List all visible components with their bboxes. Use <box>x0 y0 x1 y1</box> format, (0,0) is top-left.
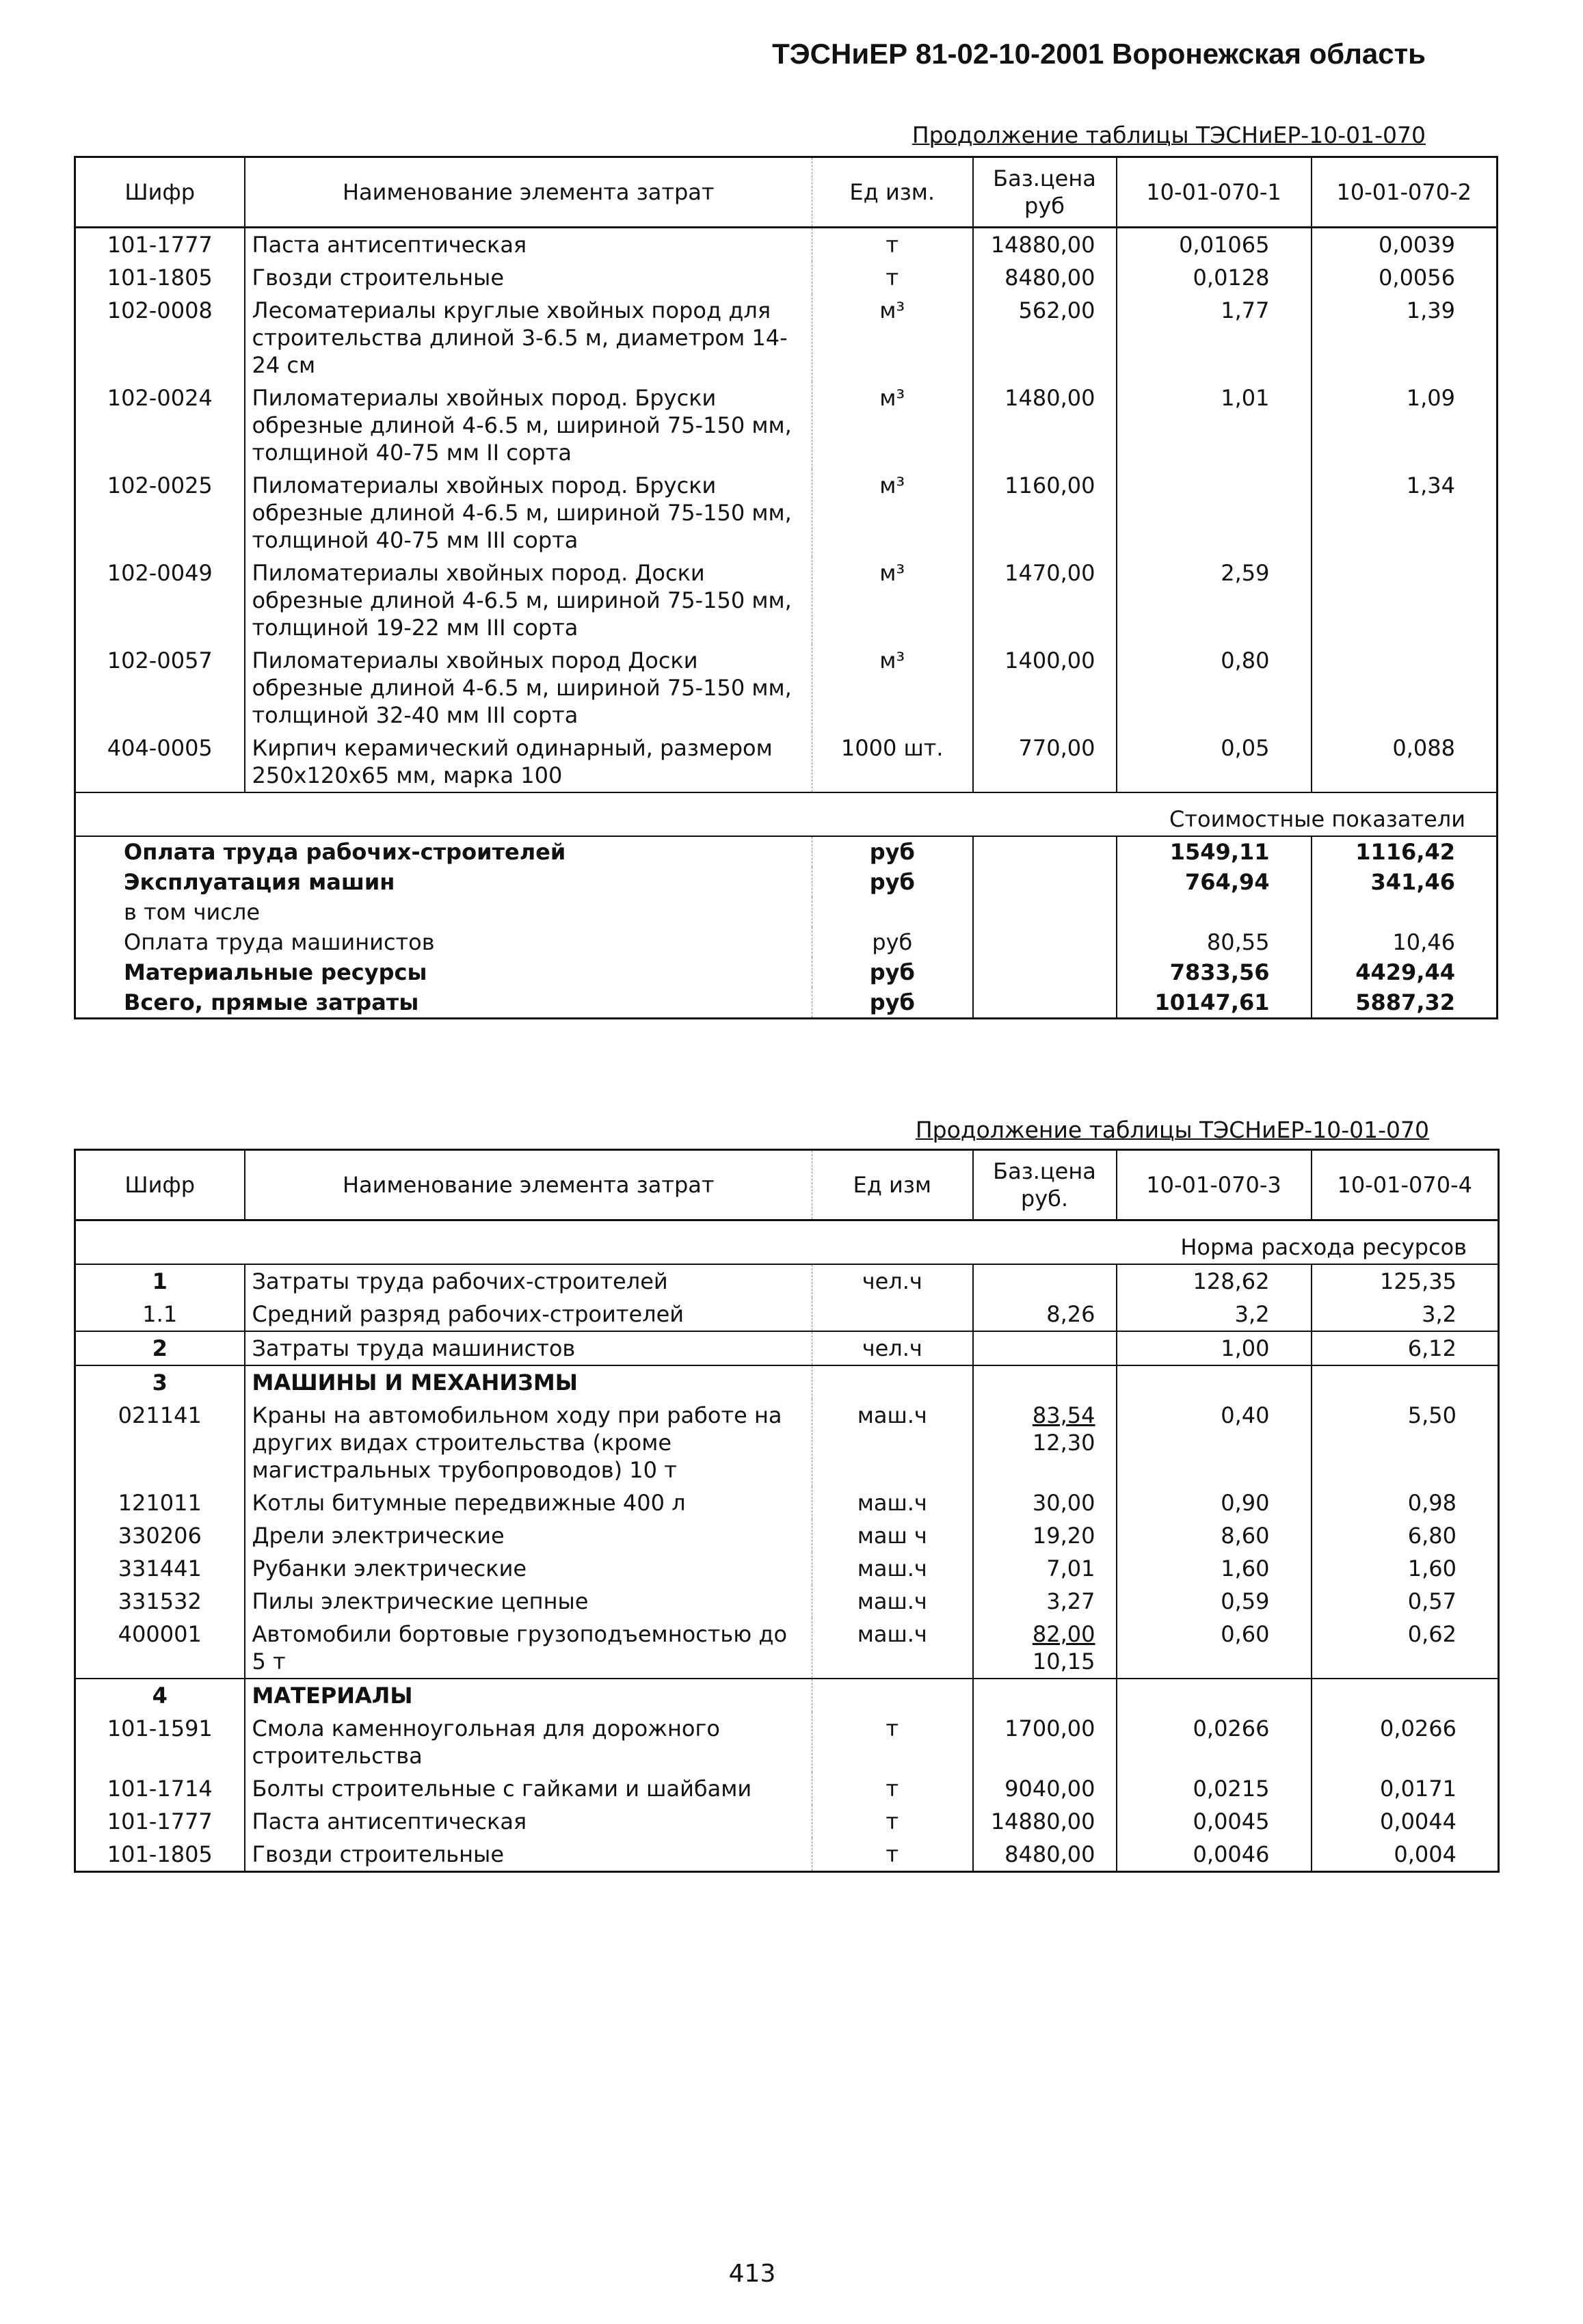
table-row <box>75 1772 1499 1805</box>
cell-value-2: 6,12 <box>1312 1331 1499 1365</box>
cell-value-2: 0,0039 <box>1312 228 1498 262</box>
cost-unit: руб <box>812 927 973 957</box>
cell-value-2 <box>1312 1679 1499 1712</box>
header-col2: 10-01-070-4 <box>1312 1150 1499 1220</box>
cell-price: 8480,00 <box>973 261 1117 294</box>
cell-code: 101-1805 <box>107 1841 213 1867</box>
cell-price: 8480,00 <box>973 1838 1117 1872</box>
cell-name: МАШИНЫ И МЕХАНИЗМЫ <box>245 1365 812 1399</box>
cost-unit <box>812 897 973 927</box>
cell-price: 8,26 <box>973 1298 1117 1331</box>
cell-unit: м³ <box>812 382 973 469</box>
header-unit: Ед изм <box>812 1150 973 1220</box>
cost-name: Оплата труда рабочих-строителей <box>124 839 566 865</box>
cell-code: 102-0057 <box>107 647 213 673</box>
cell-code: 4 <box>75 1679 245 1712</box>
cell-unit: чел.ч <box>812 1264 973 1298</box>
cost-unit: руб <box>812 987 973 1019</box>
cell-value-1 <box>1117 1679 1312 1712</box>
cell-code: 101-1777 <box>107 1808 213 1834</box>
table2-header-row <box>75 1150 1499 1220</box>
table-row <box>75 1618 1499 1679</box>
table2-continuation-text: Продолжение таблицы ТЭСНиЕР-10-01-070 <box>915 1117 1429 1143</box>
table-row <box>75 1838 1499 1872</box>
cell-name: МАТЕРИАЛЫ <box>245 1679 812 1712</box>
cell-value-2: 0,0266 <box>1312 1712 1499 1772</box>
cell-value-1: 0,90 <box>1117 1486 1312 1519</box>
cell-price: 9040,00 <box>973 1772 1117 1805</box>
table-row <box>75 1712 1499 1772</box>
cell-price <box>973 1679 1117 1712</box>
cell-unit: т <box>812 261 973 294</box>
cell-price: 1470,00 <box>973 557 1117 644</box>
cell-value-1: 0,01065 <box>1117 228 1312 262</box>
cost-section-title-row <box>75 792 1498 836</box>
cell-unit: маш.ч <box>812 1399 973 1486</box>
cell-price: 1160,00 <box>973 469 1117 557</box>
cell-price: 7,01 <box>973 1552 1117 1585</box>
cell-value-2: 0,57 <box>1312 1585 1499 1618</box>
cell-code: 021141 <box>118 1402 202 1428</box>
cell-value-1: 0,59 <box>1117 1585 1312 1618</box>
cost-name: Всего, прямые затраты <box>124 989 419 1015</box>
table-row <box>75 1264 1499 1298</box>
cell-unit: т <box>812 228 973 262</box>
table-row <box>75 228 1498 262</box>
cell-value-1: 0,80 <box>1117 644 1312 732</box>
norm-section-title-row <box>75 1220 1499 1265</box>
cell-value-1: 1,77 <box>1117 294 1312 382</box>
cell-unit <box>812 1298 973 1331</box>
cell-value-2: 5,50 <box>1312 1399 1499 1486</box>
cell-code: 102-0024 <box>107 385 213 411</box>
cell-value-2: 0,98 <box>1312 1486 1499 1519</box>
cell-value-2: 0,004 <box>1312 1838 1499 1872</box>
price-denominator: 12,30 <box>1032 1430 1095 1456</box>
cell-name: Пиломатериалы хвойных пород. Бруски обрезные длиной 4-6.5 м, шириной 75-150 мм, толщиной 40-75 мм III сорта <box>245 469 812 557</box>
cell-unit: м³ <box>812 557 973 644</box>
price-denominator: 10,15 <box>1032 1648 1095 1674</box>
cost-value-1 <box>1117 897 1312 927</box>
header-price: Баз.цена руб <box>973 157 1117 228</box>
cell-value-2: 0,62 <box>1312 1618 1499 1679</box>
table-row <box>75 1298 1499 1331</box>
cell-unit <box>812 1679 973 1712</box>
cell-value-1: 0,0128 <box>1117 261 1312 294</box>
table-row <box>75 1486 1499 1519</box>
table-row <box>75 1331 1499 1365</box>
cell-name: Паста антисептическая <box>245 228 812 262</box>
norm-section-title: Норма расхода ресурсов <box>75 1220 1499 1265</box>
cell-price <box>973 1618 1117 1679</box>
cost-row <box>75 867 1498 897</box>
price-numerator: 82,00 <box>1032 1621 1095 1647</box>
cell-value-1: 0,05 <box>1117 732 1312 792</box>
header-price: Баз.цена руб. <box>973 1150 1117 1220</box>
table1-continuation-text: Продолжение таблицы ТЭСНиЕР-10-01-070 <box>912 122 1426 148</box>
cell-value-2: 0,088 <box>1312 732 1498 792</box>
cell-unit: т <box>812 1712 973 1772</box>
cost-price-empty <box>973 987 1117 1019</box>
cell-unit: т <box>812 1838 973 1872</box>
cell-name: Пилы электрические цепные <box>245 1585 812 1618</box>
cell-price: 19,20 <box>973 1519 1117 1552</box>
cell-unit: чел.ч <box>812 1331 973 1365</box>
cost-row <box>75 927 1498 957</box>
cell-value-1: 0,60 <box>1117 1618 1312 1679</box>
cell-price <box>973 1331 1117 1365</box>
table-row <box>75 732 1498 792</box>
cost-price-empty <box>973 927 1117 957</box>
header-name: Наименование элемента затрат <box>245 157 812 228</box>
cell-code: 331532 <box>118 1588 202 1614</box>
cost-price-empty <box>973 957 1117 987</box>
cell-value-1: 1,00 <box>1117 1331 1312 1365</box>
cell-name: Автомобили бортовые грузоподъемностью до 5 т <box>245 1618 812 1679</box>
cell-value-1: 0,0215 <box>1117 1772 1312 1805</box>
table-row <box>75 382 1498 469</box>
table-row <box>75 1365 1499 1399</box>
cell-value-1: 2,59 <box>1117 557 1312 644</box>
cell-value-2: 0,0171 <box>1312 1772 1499 1805</box>
cost-value-2 <box>1312 897 1498 927</box>
cell-name: Средний разряд рабочих-строителей <box>245 1298 812 1331</box>
table-row <box>75 1679 1499 1712</box>
page-header-title: ТЭСНиЕР 81-02-10-2001 Воронежская область <box>772 38 1426 70</box>
cell-name: Гвозди строительные <box>245 261 812 294</box>
cell-value-2: 6,80 <box>1312 1519 1499 1552</box>
cell-code: 102-0025 <box>107 472 213 498</box>
cell-code: 1.1 <box>142 1301 178 1327</box>
table-row <box>75 294 1498 382</box>
cell-code: 400001 <box>118 1621 202 1647</box>
header-col2: 10-01-070-2 <box>1312 157 1498 228</box>
cost-row <box>75 987 1498 1019</box>
cost-value-2: 1116,42 <box>1312 836 1498 867</box>
header-code: Шифр <box>75 1150 245 1220</box>
cell-code: 404-0005 <box>107 735 213 761</box>
cell-value-2 <box>1312 557 1498 644</box>
cell-unit: маш.ч <box>812 1585 973 1618</box>
header-col1: 10-01-070-1 <box>1117 157 1312 228</box>
cell-code: 330206 <box>118 1523 202 1549</box>
table1-header-row <box>75 157 1498 228</box>
cost-value-1: 764,94 <box>1117 867 1312 897</box>
cell-value-1: 0,0266 <box>1117 1712 1312 1772</box>
table-row <box>75 261 1498 294</box>
cell-value-2: 1,60 <box>1312 1552 1499 1585</box>
cost-name: Материальные ресурсы <box>124 959 427 985</box>
cell-name: Пиломатериалы хвойных пород Доски обрезные длиной 4-6.5 м, шириной 75-150 мм, толщиной 32-40 мм III сорта <box>245 644 812 732</box>
cell-code: 121011 <box>118 1490 202 1516</box>
cost-value-2: 341,46 <box>1312 867 1498 897</box>
cell-price: 14880,00 <box>973 228 1117 262</box>
cell-price: 1400,00 <box>973 644 1117 732</box>
cell-value-2: 1,34 <box>1312 469 1498 557</box>
cell-unit: м³ <box>812 469 973 557</box>
cost-row <box>75 836 1498 867</box>
cell-value-1: 128,62 <box>1117 1264 1312 1298</box>
cell-price: 770,00 <box>973 732 1117 792</box>
table-row <box>75 1399 1499 1486</box>
table-row <box>75 1552 1499 1585</box>
cell-price: 1700,00 <box>973 1712 1117 1772</box>
cell-value-1: 1,01 <box>1117 382 1312 469</box>
cell-name: Затраты труда рабочих-строителей <box>245 1264 812 1298</box>
cell-price <box>973 1399 1117 1486</box>
cell-name: Краны на автомобильном ходу при работе на других видах строительства (кроме магистральных трубопроводов) 10 т <box>245 1399 812 1486</box>
cost-unit: руб <box>812 957 973 987</box>
cell-value-2 <box>1312 644 1498 732</box>
cell-price <box>973 1365 1117 1399</box>
cell-price <box>973 1264 1117 1298</box>
table-row <box>75 469 1498 557</box>
cost-section-title: Стоимостные показатели <box>75 792 1498 836</box>
cell-name: Дрели электрические <box>245 1519 812 1552</box>
cell-price: 1480,00 <box>973 382 1117 469</box>
cost-value-1: 10147,61 <box>1117 987 1312 1019</box>
cost-unit: руб <box>812 836 973 867</box>
cell-unit <box>812 1365 973 1399</box>
cell-name: Лесоматериалы круглые хвойных пород для строительства длиной 3-6.5 м, диаметром 14-24 см <box>245 294 812 382</box>
cell-price: 3,27 <box>973 1585 1117 1618</box>
table-row <box>75 644 1498 732</box>
table-row <box>75 1519 1499 1552</box>
cost-name: Эксплуатация машин <box>124 869 395 895</box>
table2-continuation-caption <box>0 1117 1429 1143</box>
cell-unit: маш.ч <box>812 1486 973 1519</box>
cell-price: 562,00 <box>973 294 1117 382</box>
cell-name: Затраты труда машинистов <box>245 1331 812 1365</box>
cell-name: Гвозди строительные <box>245 1838 812 1872</box>
cell-value-1: 1,60 <box>1117 1552 1312 1585</box>
page-number: 413 <box>728 2260 776 2288</box>
cost-price-empty <box>973 836 1117 867</box>
table-row <box>75 1585 1499 1618</box>
table-row <box>75 557 1498 644</box>
cell-value-1: 0,0046 <box>1117 1838 1312 1872</box>
cell-value-2: 1,39 <box>1312 294 1498 382</box>
resource-table-2 <box>74 1149 1500 1873</box>
cost-name: Оплата труда машинистов <box>124 929 435 955</box>
cell-code: 1 <box>152 1268 168 1294</box>
cell-name: Пиломатериалы хвойных пород. Бруски обрезные длиной 4-6.5 м, шириной 75-150 мм, толщиной 40-75 мм II сорта <box>245 382 812 469</box>
cell-name: Паста антисептическая <box>245 1805 812 1838</box>
cell-name: Болты строительные с гайками и шайбами <box>245 1772 812 1805</box>
cell-unit: м³ <box>812 644 973 732</box>
cell-code: 331441 <box>118 1555 202 1581</box>
cell-value-2: 125,35 <box>1312 1264 1499 1298</box>
cost-value-1: 80,55 <box>1117 927 1312 957</box>
cell-name: Пиломатериалы хвойных пород. Доски обрезные длиной 4-6.5 м, шириной 75-150 мм, толщиной 19-22 мм III сорта <box>245 557 812 644</box>
price-numerator: 83,54 <box>1032 1402 1095 1428</box>
cell-value-2: 0,0044 <box>1312 1805 1499 1838</box>
cell-price: 30,00 <box>973 1486 1117 1519</box>
cell-value-1: 8,60 <box>1117 1519 1312 1552</box>
cell-unit: маш.ч <box>812 1552 973 1585</box>
cell-unit: т <box>812 1772 973 1805</box>
cell-code: 3 <box>75 1365 245 1399</box>
cost-value-2: 5887,32 <box>1312 987 1498 1019</box>
cost-row <box>75 957 1498 987</box>
cell-unit: маш ч <box>812 1519 973 1552</box>
header-col1: 10-01-070-3 <box>1117 1150 1312 1220</box>
cost-value-1: 1549,11 <box>1117 836 1312 867</box>
cost-price-empty <box>973 867 1117 897</box>
cost-name: в том числе <box>124 899 260 925</box>
cell-code: 101-1777 <box>107 232 213 258</box>
cost-value-1: 7833,56 <box>1117 957 1312 987</box>
cell-name: Смола каменноугольная для дорожного строительства <box>245 1712 812 1772</box>
cell-value-1: 0,40 <box>1117 1399 1312 1486</box>
cell-name: Кирпич керамический одинарный, размером 250х120х65 мм, марка 100 <box>245 732 812 792</box>
cell-value-2: 3,2 <box>1312 1298 1499 1331</box>
cell-code: 102-0008 <box>107 297 213 323</box>
cost-row <box>75 897 1498 927</box>
resource-table-1 <box>74 156 1498 1019</box>
cell-value-1: 3,2 <box>1117 1298 1312 1331</box>
cell-code: 101-1805 <box>107 265 213 291</box>
cell-code: 101-1714 <box>107 1776 213 1802</box>
table-row <box>75 1805 1499 1838</box>
table1-continuation-caption <box>0 122 1426 148</box>
cell-value-2: 1,09 <box>1312 382 1498 469</box>
cell-name: Рубанки электрические <box>245 1552 812 1585</box>
header-code: Шифр <box>75 157 245 228</box>
cell-value-1 <box>1117 469 1312 557</box>
cell-value-1 <box>1117 1365 1312 1399</box>
cell-code: 102-0049 <box>107 560 213 586</box>
cell-name: Котлы битумные передвижные 400 л <box>245 1486 812 1519</box>
cell-value-2 <box>1312 1365 1499 1399</box>
cell-value-1: 0,0045 <box>1117 1805 1312 1838</box>
header-name: Наименование элемента затрат <box>245 1150 812 1220</box>
cell-unit: т <box>812 1805 973 1838</box>
cell-code: 101-1591 <box>107 1715 213 1741</box>
cost-value-2: 10,46 <box>1312 927 1498 957</box>
header-unit: Ед изм. <box>812 157 973 228</box>
cell-unit: м³ <box>812 294 973 382</box>
cell-price: 14880,00 <box>973 1805 1117 1838</box>
cell-code: 2 <box>75 1331 245 1365</box>
cell-unit: маш.ч <box>812 1618 973 1679</box>
cost-value-2: 4429,44 <box>1312 957 1498 987</box>
cell-value-2: 0,0056 <box>1312 261 1498 294</box>
cost-unit: руб <box>812 867 973 897</box>
cost-price-empty <box>973 897 1117 927</box>
cell-unit: 1000 шт. <box>812 732 973 792</box>
